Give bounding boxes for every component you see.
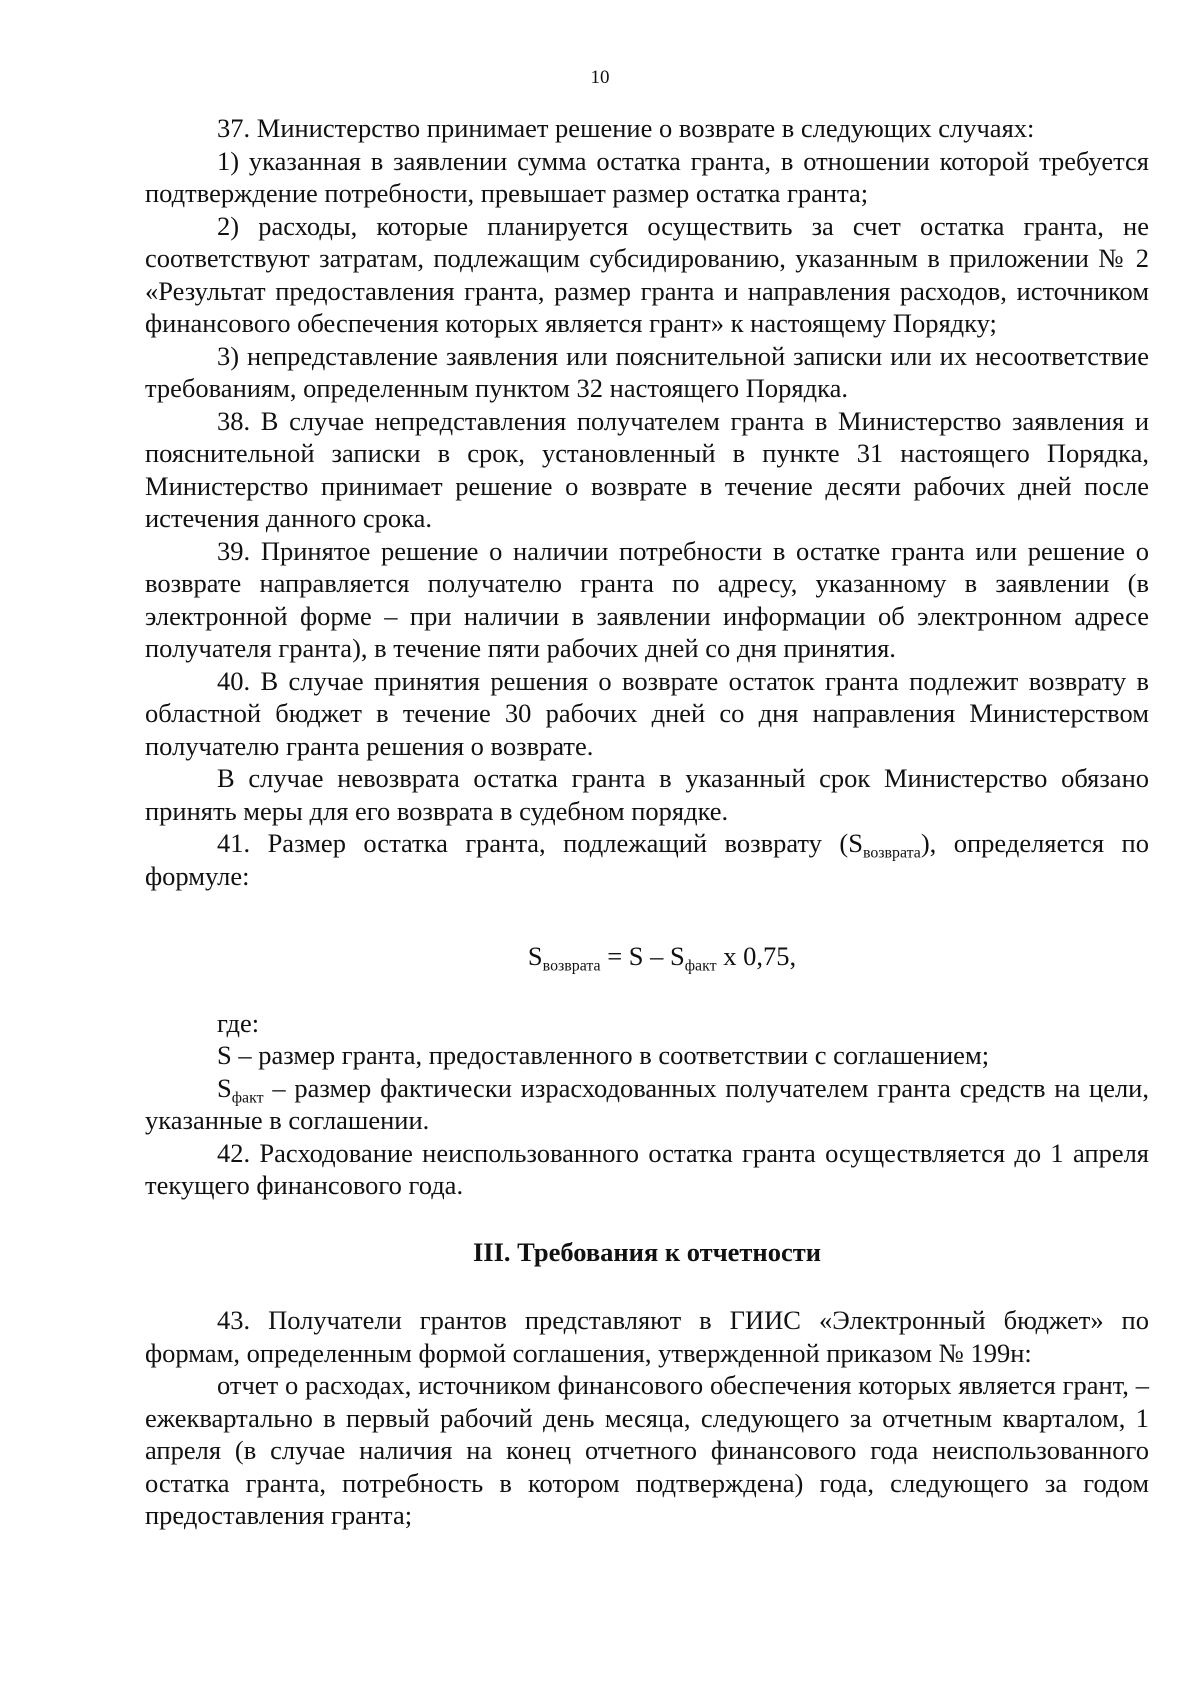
section-heading: III. Требования к отчетности: [472, 1236, 821, 1267]
formula-subscript-fakt: факт: [684, 957, 717, 975]
paragraph-37: 37. Министерство принимает решение о возврате в следующих случаях:: [217, 113, 1035, 143]
paragraph-37-item-2: 2) расходы, которые планируется осуществить за счет остатка гранта, не соответствуют затратам, подлежащим субсидированию, указанным в приложении № 2 «Результат предоставления гранта, размер гранта и направления расходов, источником финансового обеспечения которых является грант» к настоящему Порядку;: [145, 210, 1149, 338]
paragraph-41-subscript: возврата: [862, 844, 921, 862]
paragraph-38: 38. В случае непредставления получателем гранта в Министерство заявления и пояснительной записки в срок, установленный в пункте 31 настоящего Порядка, Министерство принимает решение о возврате в течение десяти рабочих дней после истечения данного срока.: [145, 405, 1149, 533]
paragraph-39: 39. Принятое решение о наличии потребности в остатке гранта или решение о возврате направляется получателю гранта по адресу, указанному в заявлении (в электронной форме – при наличии в заявлении информации об электронном адресе получателя гранта), в течение пяти рабочих дней со дня принятия.: [145, 535, 1149, 663]
definition-s-fakt-subscript: факт: [231, 1089, 264, 1107]
formula-tail: x 0,75,: [716, 941, 797, 971]
definition-s: S – размер гранта, предоставленного в соответствии с соглашением;: [217, 1040, 990, 1070]
paragraph-40-continuation: В случае невозврата остатка гранта в указанный срок Министерство обязано принять меры для его возврата в судебном порядке.: [145, 763, 1149, 826]
document-body: [145, 112, 1149, 1532]
where-label: где:: [217, 1007, 260, 1038]
paragraph-41-text-after: ), определяется по формуле:: [145, 828, 1149, 891]
formula-s: S: [527, 941, 543, 971]
paragraph-43-report: отчет о расходах, источником финансового обеспечения которых является грант, – ежеквартально в первый рабочий день месяца, следующего за отчетным кварталом, 1 апреля (в случае наличия на конец отчетного финансового года неиспользованного остатка гранта, потребность в котором подтверждена) года, следующего за годом предоставления гранта;: [145, 1370, 1149, 1530]
paragraph-42: 42. Расходование неиспользованного остатка гранта осуществляется до 1 апреля текущего финансового года.: [145, 1137, 1149, 1200]
page-number: 10: [590, 67, 610, 88]
definition-s-fakt-symbol: S: [217, 1072, 232, 1103]
paragraph-37-item-1: 1) указанная в заявлении сумма остатка гранта, в отношении которой требуется подтверждение потребности, превышает размер остатка гранта;: [145, 145, 1149, 208]
paragraph-43: 43. Получатели грантов представляют в ГИИС «Электронный бюджет» по формам, определенным формой соглашения, утвержденной приказом № 199н:: [145, 1305, 1149, 1368]
paragraph-37-item-3: 3) непредставление заявления или пояснительной записки или их несоответствие требованиям, определенным пунктом 32 настоящего Порядка.: [145, 340, 1149, 403]
formula-middle: = S – S: [600, 941, 685, 971]
return-formula: [145, 940, 1149, 973]
paragraph-41: [145, 827, 1149, 892]
formula-subscript-vozvrata: возврата: [542, 957, 601, 975]
definition-s-fakt-text: – размер фактически израсходованных получателем гранта средств на цели, указанные в соглашении.: [145, 1072, 1149, 1135]
definition-s-fakt: [145, 1072, 1149, 1137]
paragraph-41-text-before: 41. Размер остатка гранта, подлежащий возврату (S: [217, 828, 863, 858]
paragraph-40: 40. В случае принятия решения о возврате остаток гранта подлежит возврату в областной бюджет в течение 30 рабочих дней со дня направления Министерством получателю гранта решения о возврате.: [145, 665, 1149, 761]
